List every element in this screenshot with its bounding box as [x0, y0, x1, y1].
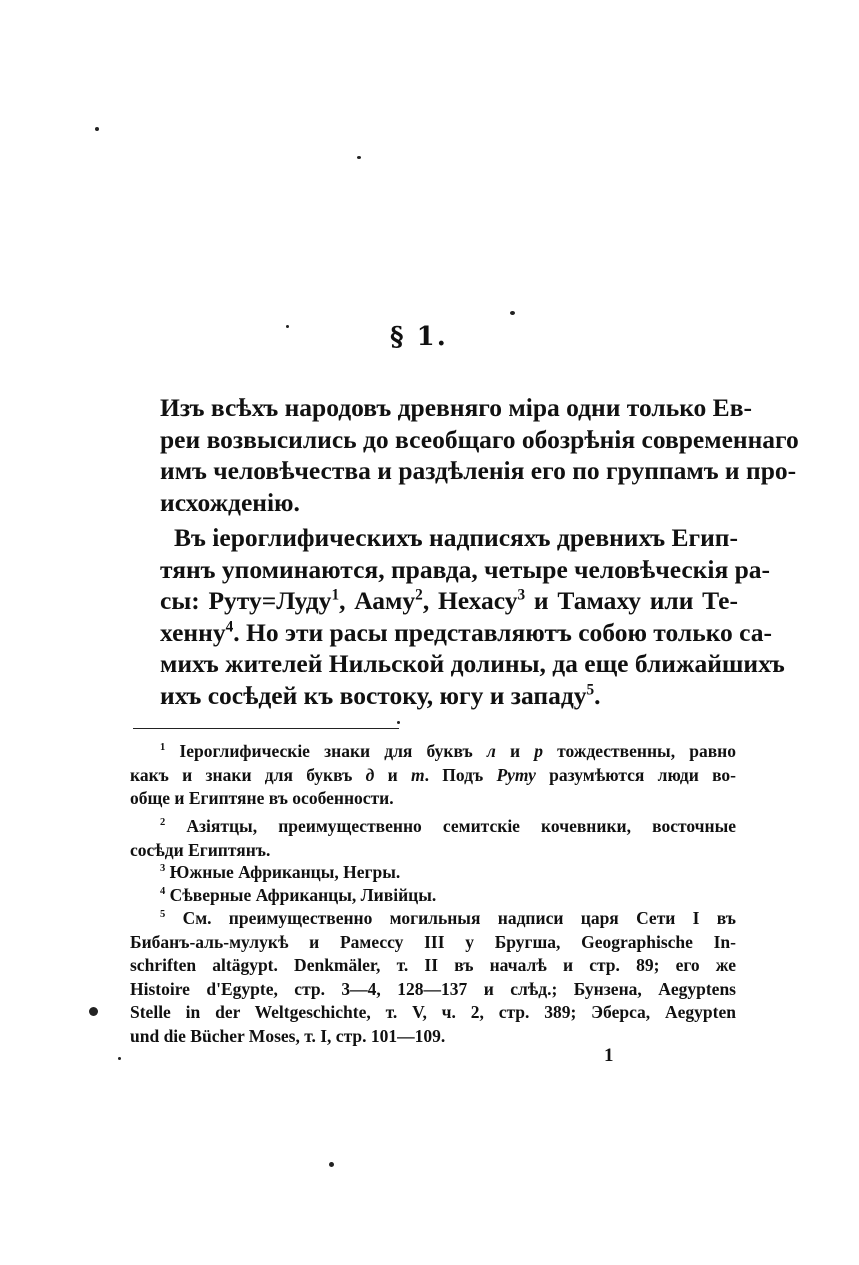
paragraph-line: хенну$^4$. Но эти расы представляютъ собою только са- — [160, 617, 773, 647]
footnote-5: $^5$ См. преимущественно могильныя надписи царя Сети I въ Бибанъ-аль-мулукѣ и Рамессу III у Бругша, Geographische In- schriften altägypt. Denkmäler, т. II въ началѣ и стр. 89; его же Histoire d'Egypte, стр. 3—4, 128—137 и слѣд.; Бунзена, Aegyptens Stelle in der Weltgeschichte, т. V, ч. 2, стр. 389; Эберса, Aegypten und die Bücher Moses, т. I, стр. 101—109. — [130, 908, 737, 1046]
footnote-separator — [133, 728, 399, 729]
paragraph-1 — [160, 392, 799, 518]
scan-speck — [510, 311, 515, 315]
scan-speck — [397, 721, 400, 724]
scan-speck — [89, 1007, 98, 1016]
footnote-1: $^1$ Іероглифическіе знаки для буквъ л и р тождественны, равно какъ и знаки для буквъ д и т. Подъ Руту разумѣются люди во- обще и Египтяне въ особенности. — [130, 741, 736, 808]
footnote-ref: 4 — [225, 618, 234, 635]
paragraph-line: тянъ упоминаются, правда, четыре человѣческія ра- — [160, 554, 771, 584]
page-number: 1 — [604, 1045, 614, 1066]
scan-speck — [118, 1057, 121, 1060]
scan-speck — [95, 127, 99, 131]
footnote-4: $^4$ Сѣверные Африканцы, Ливійцы. — [160, 885, 437, 905]
paragraph-line: имъ человѣчества и раздѣленія его по группамъ и про- — [160, 456, 797, 485]
paragraph-line: михъ жителей Нильской долины, да еще ближайшихъ — [160, 649, 785, 678]
footnote-2: $^2$ Азіятцы, преимущественно семитскіе кочевники, восточные сосѣди Египтянъ. — [130, 816, 737, 860]
footnote-ref: 2 — [415, 586, 423, 604]
footnote-ref: 5 — [586, 681, 595, 698]
scan-speck — [286, 325, 289, 328]
scan-speck — [329, 1162, 334, 1167]
paragraph-line: Изъ всѣхъ народовъ древняго міра одни только Ев- — [160, 393, 752, 422]
paragraph-line: реи возвысились до всеобщаго обозрѣнія современнаго — [160, 424, 799, 454]
section-heading: § 1. — [390, 322, 448, 352]
footnote-ref: 3 — [517, 586, 526, 604]
footnote-3: $^3$ Южные Африканцы, Негры. — [160, 862, 401, 882]
paragraph-line: сы: Руту=Луду$^1$, Ааму$^2$, Нехасу$^3$ и Тамаху или Те- — [160, 586, 738, 615]
scan-speck — [357, 156, 361, 159]
paragraph-line: Въ іероглифическихъ надписяхъ древнихъ Егип- — [174, 523, 738, 552]
paragraph-2 — [160, 522, 785, 711]
paragraph-line: ихъ сосѣдей къ востоку, югу и западу$^5$. — [160, 680, 601, 710]
footnote-ref: 1 — [331, 586, 340, 604]
paragraph-line: исхожденію. — [160, 487, 300, 517]
